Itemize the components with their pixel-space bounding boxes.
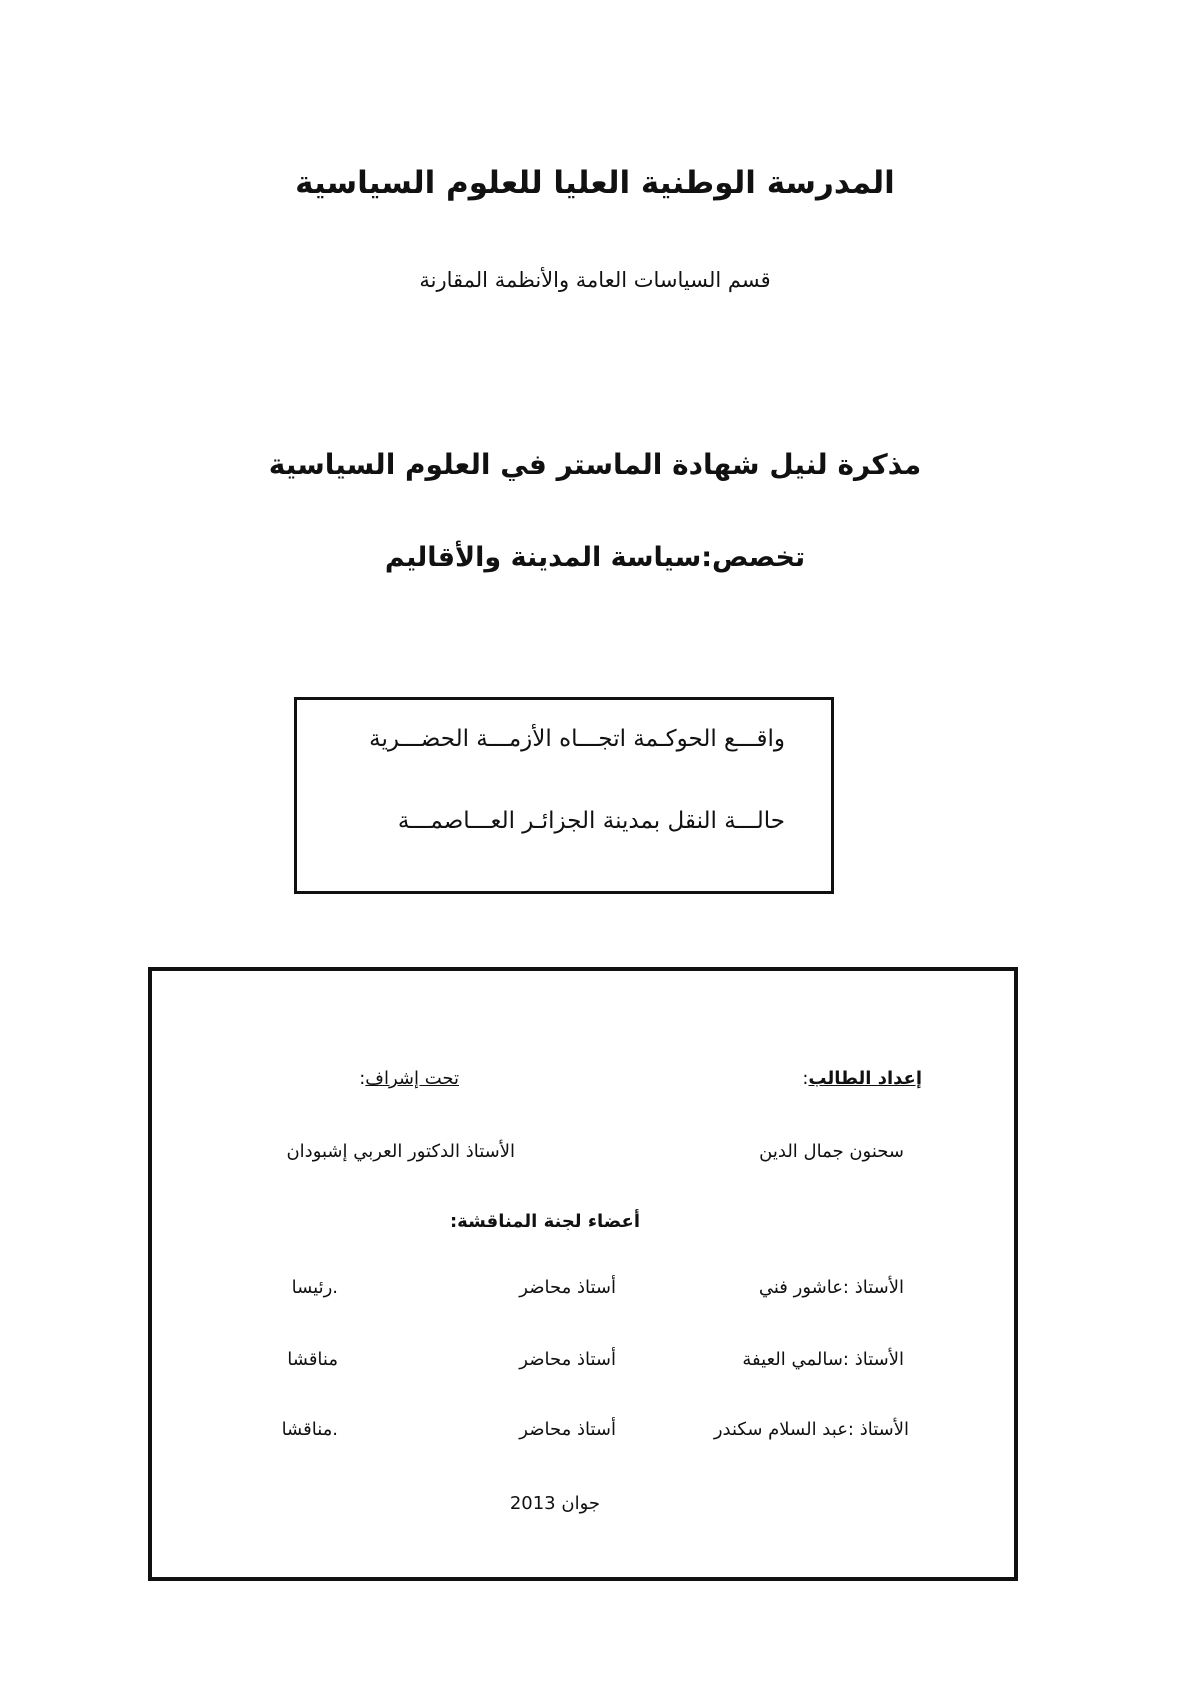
member-3-rank: أستاذ محاضر: [519, 1419, 616, 1440]
member-1-name: الأستاذ :عاشور فني: [758, 1277, 904, 1298]
degree-statement: مذكرة لنيل شهادة الماستر في العلوم السياسية: [268, 448, 922, 481]
credits-box: [148, 967, 1018, 1581]
member-3-name: الأستاذ :عبد السلام سكندر: [713, 1419, 909, 1440]
member-2-role: مناقشا: [287, 1349, 338, 1370]
member-2-rank: أستاذ محاضر: [519, 1349, 616, 1370]
member-3-role: .مناقشا: [281, 1419, 338, 1440]
department-name: قسم السياسات العامة والأنظمة المقارنة: [419, 268, 771, 292]
supervised-by-label: [359, 1068, 459, 1089]
school-name: المدرسة الوطنية العليا للعلوم السياسية: [295, 165, 895, 201]
member-1-rank: أستاذ محاضر: [519, 1277, 616, 1298]
member-2-name: الأستاذ :سالمي العيفة: [742, 1349, 904, 1370]
submission-date: جوان 2013: [509, 1493, 600, 1514]
thesis-title-line-1: واقـــع الحوكـمة اتجـــاه الأزمـــة الحضـــرية: [369, 726, 785, 752]
committee-heading: أعضاء لجنة المناقشة:: [449, 1211, 640, 1232]
prepared-by-text: إعداد الطالب: [808, 1068, 922, 1089]
thesis-title-line-2: حالـــة النقل بمدينة الجزائـر العـــاصمـــة: [397, 808, 785, 834]
thesis-title-box: [294, 697, 834, 894]
specialization: تخصص:سياسة المدينة والأقاليم: [384, 542, 806, 573]
prepared-by-label: [802, 1068, 922, 1089]
supervisor-name: الأستاذ الدكتور العربي إشبودان: [286, 1141, 515, 1162]
supervised-by-colon: :: [359, 1068, 366, 1089]
student-name: سحنون جمال الدين: [759, 1141, 904, 1162]
supervised-by-text: تحت إشراف: [365, 1068, 459, 1089]
member-1-role: .رئيسا: [291, 1277, 338, 1298]
prepared-by-colon: :: [802, 1068, 809, 1089]
